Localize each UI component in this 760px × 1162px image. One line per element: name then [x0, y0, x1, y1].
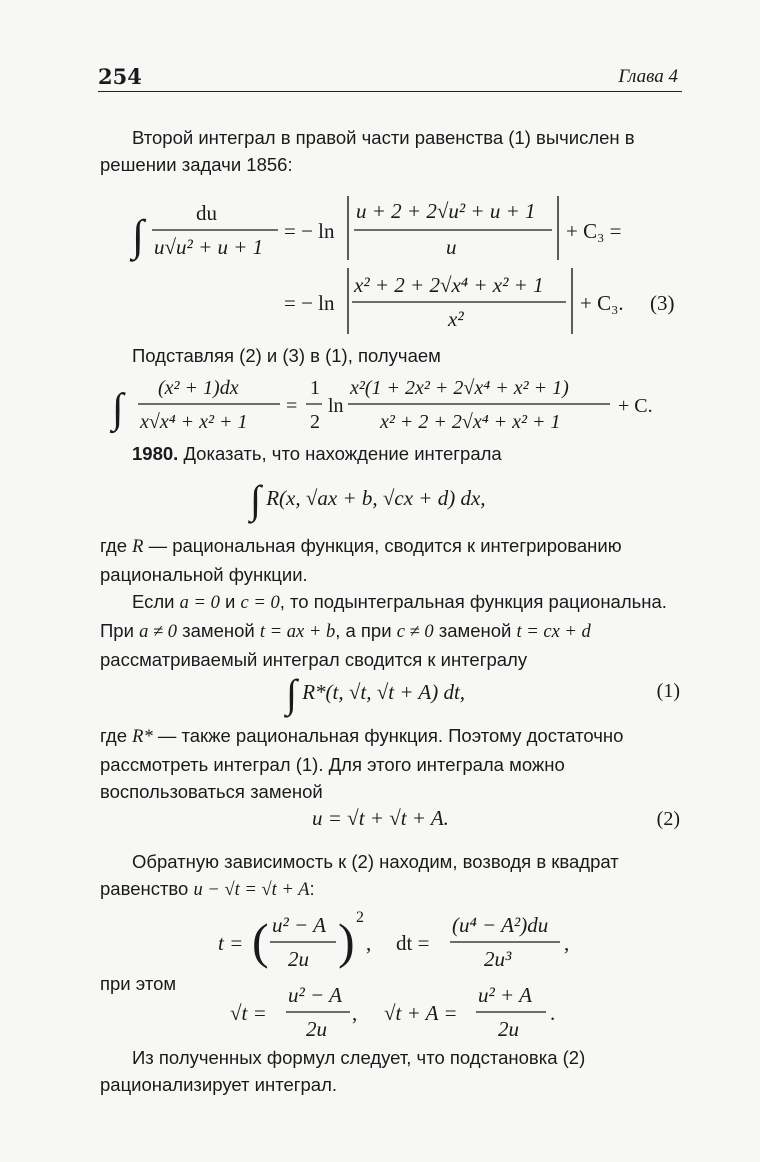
eq-b-lnden: x²	[448, 307, 464, 331]
problem-1980	[100, 440, 680, 467]
eq-c-den: x√x⁴ + x² + 1	[140, 411, 248, 433]
eq-e: R*(t, √t, √t + A) dt,	[302, 680, 466, 704]
svg-text:∫: ∫	[112, 386, 124, 432]
page-number: 254	[98, 64, 142, 89]
eq-b-tail: + C₃.	[580, 291, 624, 315]
eq-c-ln: ln	[328, 395, 344, 417]
paragraph-with: при этом	[100, 973, 177, 994]
eq-label-1: (1)	[656, 680, 680, 702]
equation-1: ∫ R*(t, √t, √t + A) dt,	[286, 671, 466, 716]
eq-h-num1: u² − A	[288, 983, 342, 1007]
eq-a-lnnum: u + 2 + 2√u² + u + 1	[356, 199, 536, 223]
svg-text:,: ,	[366, 931, 372, 955]
paragraph-cases: Если a = 0 и c = 0, то подынтегральная функция рациональна. При a ≠ 0 заменой t = ax + b, а при c ≠ 0 заменой t = cx + d рассматриваемый интеграл сводится к интегралу	[100, 591, 667, 670]
equation-3	[0, 188, 760, 338]
eq-h-num2: u² + A	[478, 983, 532, 1007]
eq-g-pow: 2	[356, 909, 364, 926]
paragraph-intro: Второй интеграл в правой части равенства (1) вычислен в решении задачи 1856:	[100, 127, 635, 175]
eq-a-tail: + C₃ =	[566, 219, 622, 243]
svg-text:): )	[338, 913, 355, 969]
eq-g-den: 2u	[288, 947, 309, 971]
eq-g-t: t =	[218, 931, 244, 955]
eq-d: R(x, √ax + b, √cx + d) dx,	[266, 486, 486, 510]
eq-a-num: du	[196, 201, 217, 225]
eq-c-tail: + C.	[618, 395, 653, 417]
equation-problem: ∫ R(x, √ax + b, √cx + d) dx,	[250, 477, 486, 522]
problem-number: 1980.	[132, 443, 179, 464]
integral-sign: ∫	[132, 211, 145, 260]
svg-text:.: .	[550, 1001, 556, 1025]
paragraph-where-Rstar: где R* — также рациональная функция. Поэтому достаточно рассмотреть интеграл (1). Для этого интеграла можно воспользоваться заменой	[100, 725, 624, 802]
header-rule	[98, 91, 682, 92]
paragraph-substitute: Подставляя (2) и (3) в (1), получаем	[132, 345, 441, 366]
paragraph-inverse: Обратную зависимость к (2) находим, возводя в квадрат равенство u − √t = √t + A:	[100, 851, 619, 900]
eq-a-lnden: u	[446, 235, 457, 259]
chapter-title: Глава 4	[618, 66, 678, 87]
eq-label-3: (3)	[650, 291, 675, 315]
eq-h-den2: 2u	[498, 1017, 519, 1041]
eq-c-num: (x² + 1)dx	[158, 377, 239, 399]
paragraph-where-R: где R — рациональная функция, сводится к интегрированию рациональной функции.	[100, 535, 622, 585]
eq-c-half-num: 1	[310, 377, 320, 399]
eq-h-den1: 2u	[306, 1017, 327, 1041]
equation-sqrt	[0, 980, 760, 1044]
svg-text:,: ,	[352, 1001, 358, 1025]
equation-2	[312, 806, 449, 831]
eq-a-mid: = − ln	[284, 219, 335, 243]
eq-b-mid: = − ln	[284, 291, 335, 315]
eq-c-half-den: 2	[310, 411, 320, 433]
equation-result	[0, 370, 760, 440]
eq-label-2: (2)	[656, 808, 680, 830]
eq-g-num: u² − A	[272, 913, 326, 937]
eq-a-den: u√u² + u + 1	[154, 235, 264, 259]
eq-f: u = √t + √t + A.	[312, 806, 449, 830]
math-R: R	[132, 537, 144, 557]
eq-g-num2: (u⁴ − A²)du	[452, 913, 549, 937]
math-Rstar: R*	[132, 727, 153, 747]
svg-text:(: (	[252, 913, 269, 969]
equation-t-dt	[0, 906, 760, 976]
eq-g-dt: dt =	[396, 931, 430, 955]
eq-c-rnum: x²(1 + 2x² + 2√x⁴ + x² + 1)	[350, 377, 569, 399]
eq-c-rden: x² + 2 + 2√x⁴ + x² + 1	[380, 411, 561, 433]
eq-h-mid: √t + A =	[384, 1001, 458, 1025]
problem-statement: Доказать, что нахождение интеграла	[183, 443, 502, 464]
eq-h-l: √t =	[230, 1001, 267, 1025]
svg-text:,: ,	[564, 931, 570, 955]
eq-c-eq: =	[286, 395, 298, 417]
eq-b-lnnum: x² + 2 + 2√x⁴ + x² + 1	[354, 273, 544, 297]
paragraph-conclusion: Из полученных формул следует, что подстановка (2) рационализирует интеграл.	[100, 1047, 586, 1095]
eq-g-den2: 2u³	[484, 947, 512, 971]
page-header	[98, 62, 682, 92]
